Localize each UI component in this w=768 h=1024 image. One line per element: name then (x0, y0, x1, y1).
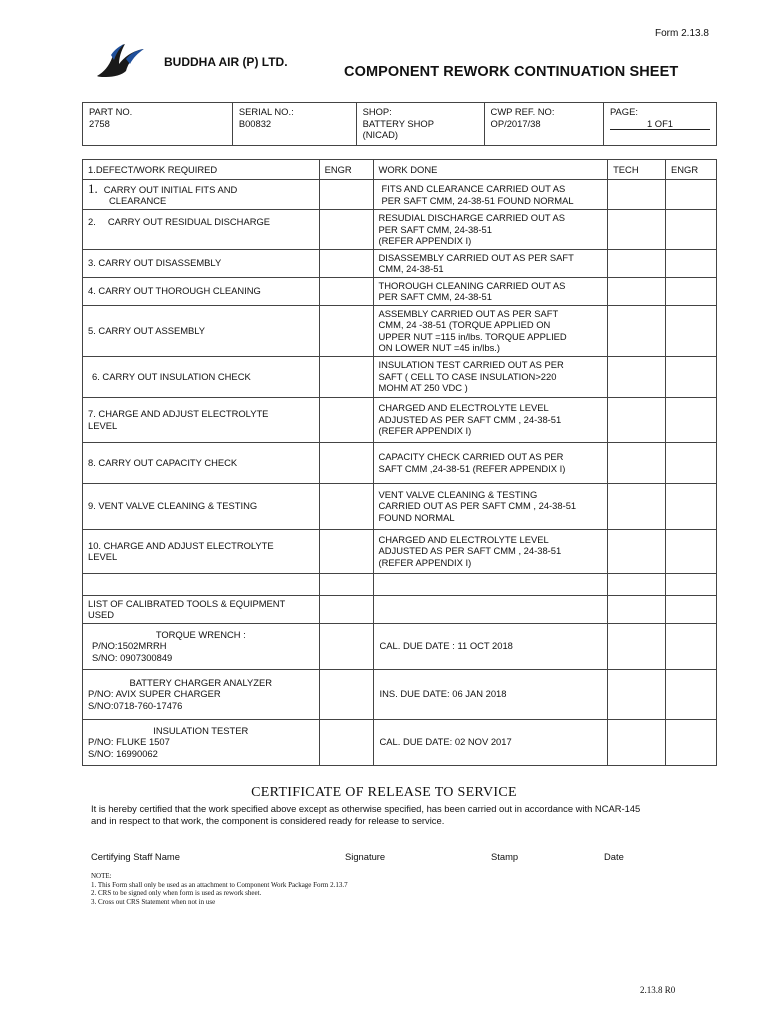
work-text: FOUND NORMAL (378, 511, 455, 523)
table-row (83, 305, 717, 356)
work-done-cell (373, 529, 608, 573)
tool-row (83, 669, 717, 719)
note-item: 3. Cross out CRS Statement when not in use (91, 897, 216, 906)
tool-name: TORQUE WRENCH : (155, 628, 246, 640)
table-row (83, 483, 717, 529)
sheet-title: COMPONENT REWORK CONTINUATION SHEET (344, 64, 679, 80)
tool-sn: S/NO: 16990062 (88, 747, 158, 759)
table-row (83, 210, 717, 250)
defect-cell: 4. CARRY OUT THOROUGH CLEANING (83, 277, 320, 305)
defect-cell (83, 397, 320, 442)
work-text: INSULATION TEST CARRIED OUT AS PER (378, 359, 564, 371)
serial-no-label: SERIAL NO.: (238, 106, 294, 117)
work-text: CAPACITY CHECK CARRIED OUT AS PER (378, 451, 564, 462)
work-done-cell (373, 356, 608, 397)
work-text: CHARGED AND ELECTROLYTE LEVEL (378, 402, 549, 414)
tool-pn: P/NO: AVIX SUPER CHARGER (88, 688, 221, 700)
defect-text: 7. CHARGE AND ADJUST ELECTROLYTE (88, 408, 269, 419)
tool-name: BATTERY CHARGER ANALYZER (129, 676, 273, 688)
table-row (83, 249, 717, 277)
company-name: BUDDHA AIR (P) LTD. (164, 55, 288, 69)
work-text: ASSEMBLY CARRIED OUT AS PER SAFT (378, 307, 559, 319)
serial-no-cell (232, 103, 356, 146)
notes-title: NOTE: (91, 872, 112, 880)
tools-heading-line: LIST OF CALIBRATED TOOLS & EQUIPMENT (88, 597, 286, 609)
defect-cell: 8. CARRY OUT CAPACITY CHECK (83, 442, 320, 483)
work-done-cell (373, 483, 608, 529)
work-done-cell (373, 180, 608, 210)
tool-cell (83, 719, 320, 765)
empty-row (83, 573, 717, 595)
defect-work-table (82, 159, 717, 766)
footer-revision: 2.13.8 R0 (640, 985, 676, 995)
table-row (83, 180, 717, 210)
work-text: ADJUSTED AS PER SAFT CMM , 24-38-51 (378, 545, 562, 557)
work-text: (REFER APPENDIX I) (378, 425, 472, 437)
work-text: SAFT ( CELL TO CASE INSULATION>220 (378, 370, 557, 382)
stamp-label: Stamp (491, 851, 519, 862)
defect-cell: 3. CARRY OUT DISASSEMBLY (83, 249, 320, 277)
defect-text: 10. CHARGE AND ADJUST ELECTROLYTE (88, 539, 274, 551)
defect-cell: 9. VENT VALVE CLEANING & TESTING (83, 483, 320, 529)
work-text: FITS AND CLEARANCE CARRIED OUT AS (381, 183, 566, 194)
serial-no-value: B00832 (238, 117, 272, 129)
work-text: CMM, 24 -38-51 (TORQUE APPLIED ON (378, 319, 551, 330)
work-done-cell (373, 210, 608, 250)
tools-heading (83, 595, 320, 623)
tool-cell (83, 669, 320, 719)
defect-cell: 5. CARRY OUT ASSEMBLY (83, 305, 320, 356)
col-work-done-header: WORK DONE (373, 160, 608, 180)
work-text: PER SAFT CMM, 24-38-51 (378, 291, 492, 302)
date-label: Date (604, 851, 624, 862)
cwp-ref-cell (484, 103, 603, 146)
certificate-text: It is hereby certified that the work specified above except as otherwise specified, has been carried out in accordance with NCAR-145 (91, 803, 641, 814)
work-text: (REFER APPENDIX I) (378, 556, 472, 568)
defect-cell (83, 529, 320, 573)
defect-text: CARRY OUT RESIDUAL DISCHARGE (107, 216, 271, 227)
shop-label: SHOP: (362, 106, 392, 117)
defect-cell (83, 180, 320, 210)
work-text: THOROUGH CLEANING CARRIED OUT AS (378, 279, 566, 291)
col-defect-header: 1.DEFECT/WORK REQUIRED (83, 160, 320, 180)
tools-heading-line: USED (88, 609, 115, 620)
work-done-cell (373, 249, 608, 277)
part-no-label: PART NO. (89, 106, 133, 117)
work-text: (REFER APPENDIX I) (378, 235, 472, 246)
work-text: DISASSEMBLY CARRIED OUT AS PER SAFT (378, 251, 574, 263)
tool-due-date: CAL. DUE DATE: 02 NOV 2017 (373, 719, 608, 765)
tool-sn: S/NO:0718-760-17476 (88, 699, 183, 711)
work-done-cell (373, 277, 608, 305)
defect-text: CARRY OUT INITIAL FITS AND (103, 183, 238, 195)
table-header-row (83, 160, 717, 180)
tool-name: INSULATION TESTER (153, 724, 249, 736)
work-done-cell (373, 442, 608, 483)
defect-cell (83, 210, 320, 250)
work-text: PER SAFT CMM, 24-38-51 FOUND NORMAL (381, 194, 574, 206)
page-label: PAGE: (610, 106, 638, 117)
work-text: UPPER NUT =115 in/lbs. TORQUE APPLIED (378, 330, 567, 342)
tools-heading-row (83, 595, 717, 623)
part-no-cell (83, 103, 233, 146)
table-row (83, 356, 717, 397)
row-number: 1. (88, 180, 98, 196)
form-number: Form 2.13.8 (655, 28, 709, 39)
defect-cell: 6. CARRY OUT INSULATION CHECK (83, 356, 320, 397)
col-engr-header: ENGR (319, 160, 373, 180)
note-item: 2. CRS to be signed only when form is used as rework sheet. (91, 889, 262, 897)
tool-pn: P/NO: FLUKE 1507 (88, 736, 170, 748)
work-text: CMM, 24-38-51 (378, 263, 444, 274)
tool-pn: P/NO:1502MRRH (92, 640, 167, 652)
work-text: MOHM AT 250 VDC ) (378, 382, 468, 394)
shop-cell (356, 103, 484, 146)
tool-due-date: INS. DUE DATE: 06 JAN 2018 (373, 669, 608, 719)
col-engr2-header: ENGR (666, 160, 717, 180)
table-row (83, 397, 717, 442)
certificate-text: and in respect to that work, the component is considered ready for release to service. (91, 815, 445, 826)
certificate-title: CERTIFICATE OF RELEASE TO SERVICE (251, 785, 517, 800)
work-done-cell (373, 305, 608, 356)
certificate-body (91, 803, 701, 827)
cwp-ref-label: CWP REF. NO: (490, 106, 555, 117)
work-text: CARRIED OUT AS PER SAFT CMM , 24-38-51 (378, 500, 577, 512)
tool-sn: S/NO: 0907300849 (92, 651, 173, 663)
work-done-cell (373, 397, 608, 442)
work-text: PER SAFT CMM, 24-38-51 (378, 223, 492, 235)
cwp-ref-value: OP/2017/38 (490, 117, 541, 129)
row-number: 2. (88, 216, 96, 227)
work-text: VENT VALVE CLEANING & TESTING (378, 488, 538, 500)
work-text: CHARGED AND ELECTROLYTE LEVEL (378, 533, 549, 545)
tool-row (83, 719, 717, 765)
part-no-value: 2758 (89, 117, 110, 129)
work-text: RESUDIAL DISCHARGE CARRIED OUT AS (378, 212, 566, 223)
defect-text: CLEARANCE (109, 195, 167, 206)
signature-label: Signature (345, 851, 386, 862)
page-value: 1 OF1 (610, 118, 710, 131)
col-tech-header: TECH (608, 160, 666, 180)
shop-value-line1: BATTERY SHOP (362, 117, 434, 129)
shop-value-line2: (NICAD) (362, 129, 399, 140)
tool-row (83, 623, 717, 669)
notes-block (91, 872, 348, 906)
tool-cell (83, 623, 320, 669)
work-text: ON LOWER NUT =45 in/lbs.) (378, 342, 500, 353)
work-text: ADJUSTED AS PER SAFT CMM , 24-38-51 (378, 413, 562, 425)
table-row (83, 529, 717, 573)
tool-due-date: CAL. DUE DATE : 11 OCT 2018 (373, 623, 608, 669)
note-item: 1. This Form shall only be used as an attachment to Component Work Package Form 2.13.7 (91, 880, 348, 889)
work-text: SAFT CMM ,24-38-51 (REFER APPENDIX I) (378, 462, 566, 474)
defect-text: LEVEL (88, 419, 118, 431)
table-row (83, 442, 717, 483)
info-table (82, 102, 717, 146)
page-cell (604, 103, 717, 146)
bird-logo-icon (92, 42, 148, 82)
table-row (83, 277, 717, 305)
certifying-staff-label: Certifying Staff Name (91, 851, 180, 862)
defect-text: LEVEL (88, 551, 118, 562)
